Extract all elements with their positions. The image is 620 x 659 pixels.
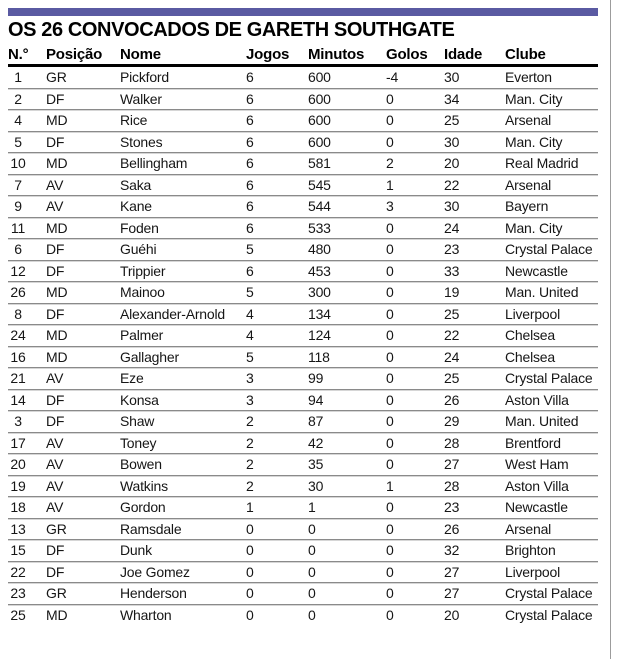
cell-clube: Real Madrid xyxy=(505,155,579,172)
cell-nome: Bowen xyxy=(120,456,162,473)
cell-minutos: 545 xyxy=(308,176,331,193)
cell-posicao: DF xyxy=(46,133,65,150)
cell-nome: Shaw xyxy=(120,413,155,430)
cell-jogos: 3 xyxy=(246,391,254,408)
cell-idade: 33 xyxy=(444,262,460,279)
cell-minutos: 134 xyxy=(308,305,331,322)
cell-nome: Palmer xyxy=(120,327,164,344)
column-header-golos: Golos xyxy=(386,45,428,63)
table-row xyxy=(8,303,598,325)
cell-numero: 25 xyxy=(10,606,26,623)
cell-numero: 14 xyxy=(10,391,26,408)
cell-golos: 0 xyxy=(386,413,394,430)
cell-golos: -4 xyxy=(386,69,399,86)
cell-minutos: 30 xyxy=(308,477,324,494)
table-row xyxy=(8,539,598,561)
cell-idade: 30 xyxy=(444,133,460,150)
table-row xyxy=(8,67,598,88)
cell-nome: Mainoo xyxy=(120,284,165,301)
table-header-row xyxy=(8,44,598,67)
cell-posicao: DF xyxy=(46,241,65,258)
cell-jogos: 2 xyxy=(246,456,254,473)
cell-nome: Kane xyxy=(120,198,152,215)
cell-clube: Man. City xyxy=(505,90,563,107)
cell-numero: 5 xyxy=(14,133,22,150)
cell-nome: Guéhi xyxy=(120,241,157,258)
table-row xyxy=(8,88,598,110)
cell-minutos: 300 xyxy=(308,284,331,301)
cell-clube: Crystal Palace xyxy=(505,606,593,623)
cell-minutos: 480 xyxy=(308,241,331,258)
cell-numero: 19 xyxy=(10,477,26,494)
cell-numero: 13 xyxy=(10,520,26,537)
cell-numero: 1 xyxy=(14,69,22,86)
cell-jogos: 6 xyxy=(246,155,254,172)
cell-clube: Liverpool xyxy=(505,305,561,322)
cell-nome: Alexander-Arnold xyxy=(120,305,225,322)
cell-clube: Brighton xyxy=(505,542,556,559)
cell-jogos: 5 xyxy=(246,348,254,365)
cell-minutos: 600 xyxy=(308,133,331,150)
cell-jogos: 6 xyxy=(246,262,254,279)
cell-golos: 0 xyxy=(386,219,394,236)
cell-golos: 0 xyxy=(386,456,394,473)
cell-clube: Chelsea xyxy=(505,327,555,344)
cell-clube: Crystal Palace xyxy=(505,241,593,258)
table-row xyxy=(8,389,598,411)
cell-posicao: DF xyxy=(46,542,65,559)
table-row xyxy=(8,324,598,346)
cell-golos: 0 xyxy=(386,585,394,602)
cell-clube: Man. City xyxy=(505,219,563,236)
cell-idade: 26 xyxy=(444,391,460,408)
cell-jogos: 0 xyxy=(246,542,254,559)
cell-nome: Gallagher xyxy=(120,348,179,365)
cell-posicao: GR xyxy=(46,520,67,537)
cell-clube: Brentford xyxy=(505,434,561,451)
cell-minutos: 600 xyxy=(308,112,331,129)
cell-clube: Man. United xyxy=(505,284,579,301)
table-row xyxy=(8,410,598,432)
cell-idade: 32 xyxy=(444,542,460,559)
cell-idade: 28 xyxy=(444,477,460,494)
cell-posicao: MD xyxy=(46,606,68,623)
cell-posicao: DF xyxy=(46,413,65,430)
cell-jogos: 6 xyxy=(246,176,254,193)
cell-golos: 0 xyxy=(386,133,394,150)
cell-idade: 27 xyxy=(444,585,460,602)
cell-jogos: 3 xyxy=(246,370,254,387)
cell-idade: 24 xyxy=(444,219,460,236)
table-row xyxy=(8,195,598,217)
cell-jogos: 0 xyxy=(246,563,254,580)
cell-clube: Bayern xyxy=(505,198,549,215)
cell-clube: Man. United xyxy=(505,413,579,430)
cell-golos: 0 xyxy=(386,542,394,559)
cell-clube: Aston Villa xyxy=(505,391,569,408)
cell-golos: 1 xyxy=(386,176,394,193)
cell-numero: 11 xyxy=(10,219,26,236)
cell-golos: 0 xyxy=(386,348,394,365)
table-row xyxy=(8,281,598,303)
cell-clube: Crystal Palace xyxy=(505,370,593,387)
column-header-posicao: Posição xyxy=(46,45,103,63)
cell-clube: Aston Villa xyxy=(505,477,569,494)
cell-numero: 3 xyxy=(14,413,22,430)
cell-clube: Man. City xyxy=(505,133,563,150)
cell-golos: 0 xyxy=(386,391,394,408)
cell-numero: 26 xyxy=(10,284,26,301)
cell-idade: 27 xyxy=(444,563,460,580)
cell-numero: 10 xyxy=(10,155,26,172)
cell-minutos: 118 xyxy=(308,348,330,365)
table-row xyxy=(8,174,598,196)
cell-clube: Crystal Palace xyxy=(505,585,593,602)
cell-nome: Henderson xyxy=(120,585,187,602)
cell-numero: 15 xyxy=(10,542,26,559)
column-header-nome: Nome xyxy=(120,45,161,63)
cell-numero: 8 xyxy=(14,305,22,322)
cell-golos: 3 xyxy=(386,198,394,215)
cell-jogos: 6 xyxy=(246,69,254,86)
cell-jogos: 2 xyxy=(246,477,254,494)
cell-numero: 12 xyxy=(10,262,26,279)
cell-idade: 23 xyxy=(444,499,460,516)
table-row xyxy=(8,346,598,368)
cell-nome: Foden xyxy=(120,219,159,236)
cell-posicao: AV xyxy=(46,456,64,473)
cell-numero: 9 xyxy=(14,198,22,215)
cell-posicao: AV xyxy=(46,434,64,451)
cell-jogos: 6 xyxy=(246,90,254,107)
cell-nome: Saka xyxy=(120,176,152,193)
table-row xyxy=(8,260,598,282)
cell-golos: 0 xyxy=(386,90,394,107)
cell-posicao: MD xyxy=(46,219,68,236)
cell-golos: 0 xyxy=(386,520,394,537)
players-table xyxy=(8,44,598,625)
cell-clube: Everton xyxy=(505,69,552,86)
cell-nome: Gordon xyxy=(120,499,166,516)
cell-numero: 7 xyxy=(14,176,22,193)
cell-idade: 26 xyxy=(444,520,460,537)
right-edge-rule xyxy=(610,0,611,659)
cell-minutos: 0 xyxy=(308,606,316,623)
cell-numero: 22 xyxy=(10,563,26,580)
cell-posicao: GR xyxy=(46,69,67,86)
cell-jogos: 1 xyxy=(246,499,254,516)
cell-clube: Arsenal xyxy=(505,176,552,193)
cell-idade: 22 xyxy=(444,327,460,344)
cell-nome: Dunk xyxy=(120,542,152,559)
cell-numero: 4 xyxy=(14,112,22,129)
cell-minutos: 600 xyxy=(308,90,331,107)
cell-minutos: 581 xyxy=(308,155,331,172)
cell-nome: Trippier xyxy=(120,262,166,279)
cell-golos: 0 xyxy=(386,563,394,580)
cell-nome: Toney xyxy=(120,434,157,451)
column-header-idade: Idade xyxy=(444,45,483,63)
cell-clube: Arsenal xyxy=(505,112,552,129)
cell-nome: Pickford xyxy=(120,69,169,86)
cell-minutos: 0 xyxy=(308,585,316,602)
cell-idade: 27 xyxy=(444,456,460,473)
cell-golos: 0 xyxy=(386,327,394,344)
cell-clube: Chelsea xyxy=(505,348,555,365)
cell-idade: 30 xyxy=(444,69,460,86)
cell-numero: 2 xyxy=(14,90,22,107)
cell-numero: 17 xyxy=(10,434,26,451)
cell-minutos: 99 xyxy=(308,370,324,387)
cell-golos: 2 xyxy=(386,155,394,172)
table-row xyxy=(8,475,598,497)
cell-jogos: 2 xyxy=(246,434,254,451)
cell-golos: 0 xyxy=(386,112,394,129)
cell-idade: 25 xyxy=(444,370,460,387)
column-header-clube: Clube xyxy=(505,45,546,63)
cell-idade: 20 xyxy=(444,606,460,623)
cell-idade: 29 xyxy=(444,413,460,430)
cell-numero: 16 xyxy=(10,348,26,365)
cell-idade: 34 xyxy=(444,90,460,107)
cell-minutos: 600 xyxy=(308,69,331,86)
cell-idade: 24 xyxy=(444,348,460,365)
cell-posicao: DF xyxy=(46,90,65,107)
cell-jogos: 5 xyxy=(246,284,254,301)
cell-golos: 0 xyxy=(386,284,394,301)
cell-jogos: 6 xyxy=(246,219,254,236)
cell-golos: 0 xyxy=(386,241,394,258)
table-row xyxy=(8,432,598,454)
cell-numero: 6 xyxy=(14,241,22,258)
cell-minutos: 87 xyxy=(308,413,324,430)
table-row xyxy=(8,604,598,626)
cell-jogos: 5 xyxy=(246,241,254,258)
cell-golos: 0 xyxy=(386,434,394,451)
cell-minutos: 1 xyxy=(308,499,316,516)
cell-idade: 22 xyxy=(444,176,460,193)
cell-jogos: 0 xyxy=(246,606,254,623)
cell-clube: Newcastle xyxy=(505,262,568,279)
cell-minutos: 0 xyxy=(308,520,316,537)
cell-posicao: DF xyxy=(46,262,65,279)
cell-minutos: 124 xyxy=(308,327,331,344)
cell-jogos: 6 xyxy=(246,112,254,129)
cell-jogos: 2 xyxy=(246,413,254,430)
table-row xyxy=(8,152,598,174)
cell-minutos: 42 xyxy=(308,434,324,451)
cell-minutos: 544 xyxy=(308,198,331,215)
cell-posicao: MD xyxy=(46,327,68,344)
cell-jogos: 4 xyxy=(246,327,254,344)
cell-clube: Arsenal xyxy=(505,520,552,537)
table-row xyxy=(8,109,598,131)
cell-idade: 19 xyxy=(444,284,460,301)
cell-jogos: 4 xyxy=(246,305,254,322)
cell-posicao: AV xyxy=(46,499,64,516)
column-header-numero: N.° xyxy=(8,45,29,63)
cell-nome: Eze xyxy=(120,370,144,387)
cell-numero: 18 xyxy=(10,499,26,516)
cell-minutos: 533 xyxy=(308,219,331,236)
cell-numero: 21 xyxy=(10,370,26,387)
table-row xyxy=(8,238,598,260)
table-row xyxy=(8,561,598,583)
cell-posicao: AV xyxy=(46,477,64,494)
cell-posicao: MD xyxy=(46,284,68,301)
cell-nome: Ramsdale xyxy=(120,520,182,537)
cell-numero: 23 xyxy=(10,585,26,602)
cell-clube: Newcastle xyxy=(505,499,568,516)
cell-posicao: GR xyxy=(46,585,67,602)
cell-nome: Bellingham xyxy=(120,155,188,172)
table-body xyxy=(8,67,598,625)
cell-golos: 0 xyxy=(386,305,394,322)
cell-golos: 1 xyxy=(386,477,394,494)
cell-nome: Stones xyxy=(120,133,163,150)
cell-jogos: 0 xyxy=(246,585,254,602)
table-row xyxy=(8,582,598,604)
table-row xyxy=(8,518,598,540)
cell-posicao: MD xyxy=(46,348,68,365)
table-row xyxy=(8,217,598,239)
cell-nome: Wharton xyxy=(120,606,172,623)
cell-golos: 0 xyxy=(386,262,394,279)
accent-bar xyxy=(8,8,598,16)
cell-posicao: DF xyxy=(46,563,65,580)
cell-posicao: DF xyxy=(46,391,65,408)
page-title: OS 26 CONVOCADOS DE GARETH SOUTHGATE xyxy=(8,19,455,41)
cell-nome: Walker xyxy=(120,90,162,107)
cell-jogos: 6 xyxy=(246,133,254,150)
cell-idade: 25 xyxy=(444,112,460,129)
cell-idade: 30 xyxy=(444,198,460,215)
cell-idade: 25 xyxy=(444,305,460,322)
cell-idade: 28 xyxy=(444,434,460,451)
cell-clube: Liverpool xyxy=(505,563,561,580)
cell-nome: Rice xyxy=(120,112,148,129)
cell-idade: 23 xyxy=(444,241,460,258)
table-row xyxy=(8,367,598,389)
table-row xyxy=(8,496,598,518)
cell-posicao: AV xyxy=(46,198,64,215)
cell-minutos: 453 xyxy=(308,262,331,279)
cell-minutos: 94 xyxy=(308,391,324,408)
cell-numero: 24 xyxy=(10,327,26,344)
table-row xyxy=(8,453,598,475)
cell-jogos: 0 xyxy=(246,520,254,537)
cell-nome: Konsa xyxy=(120,391,159,408)
cell-jogos: 6 xyxy=(246,198,254,215)
cell-posicao: MD xyxy=(46,112,68,129)
column-header-jogos: Jogos xyxy=(246,45,290,63)
cell-minutos: 0 xyxy=(308,542,316,559)
cell-minutos: 0 xyxy=(308,563,316,580)
cell-golos: 0 xyxy=(386,370,394,387)
cell-posicao: MD xyxy=(46,155,68,172)
cell-posicao: DF xyxy=(46,305,65,322)
cell-nome: Joe Gomez xyxy=(120,563,190,580)
cell-posicao: AV xyxy=(46,176,64,193)
cell-golos: 0 xyxy=(386,499,394,516)
cell-idade: 20 xyxy=(444,155,460,172)
cell-golos: 0 xyxy=(386,606,394,623)
cell-clube: West Ham xyxy=(505,456,569,473)
cell-numero: 20 xyxy=(10,456,26,473)
cell-posicao: AV xyxy=(46,370,64,387)
table-row xyxy=(8,131,598,153)
column-header-minutos: Minutos xyxy=(308,45,365,63)
cell-minutos: 35 xyxy=(308,456,324,473)
cell-nome: Watkins xyxy=(120,477,168,494)
